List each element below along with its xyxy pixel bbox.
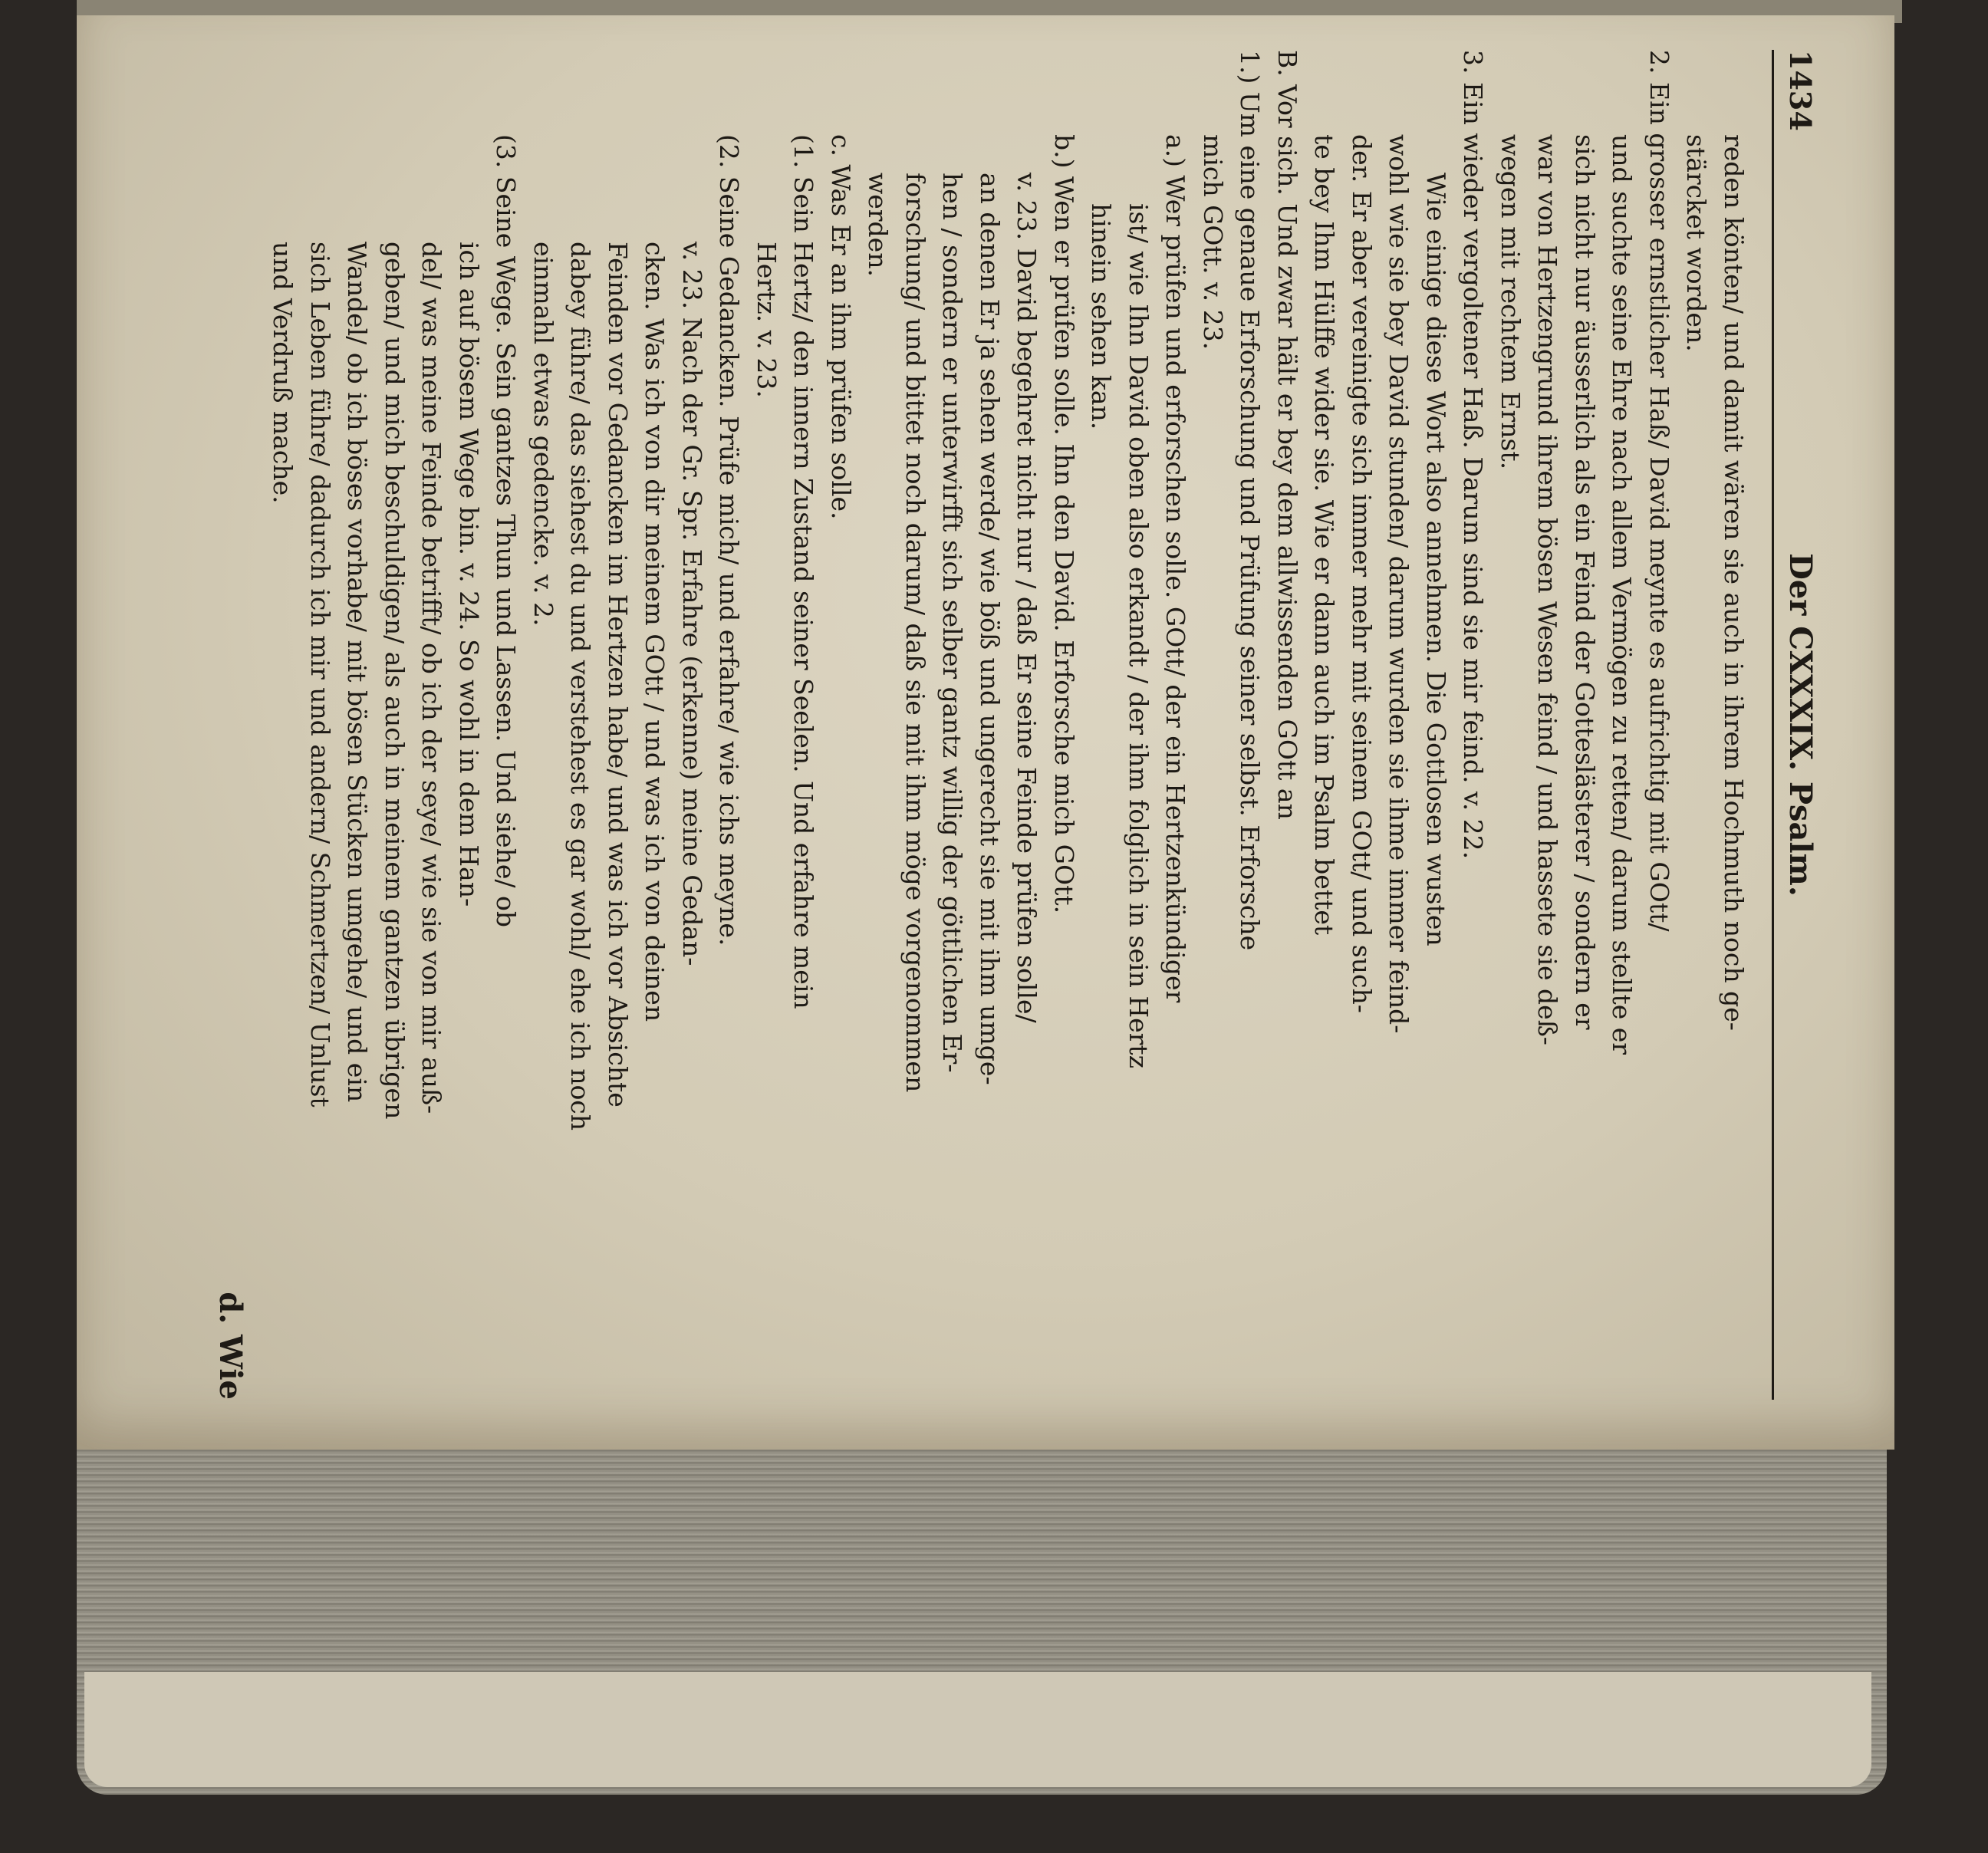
text-line: stärcket worden. bbox=[1681, 134, 1712, 352]
text-line: wegen mit rechtem Ernst. bbox=[1496, 134, 1526, 470]
text-line: sich Leben führe/ dadurch ich mir und andern/ Schmertzen/ Unlust bbox=[305, 242, 335, 1108]
text-line: B. Vor sich. Und zwar hält er bey dem allwissenden GOtt an bbox=[1272, 50, 1302, 820]
text-line: Wandel/ ob ich böses vorhabe/ mit bösen Stücken umgehe/ und ein bbox=[342, 242, 373, 1103]
text-line: war von Hertzengrund ihrem bösen Wesen feind / und hassete sie deß- bbox=[1532, 134, 1563, 1045]
text-line: werden. bbox=[863, 173, 894, 277]
text-line: forschung/ und bittet noch darum/ daß sie mit ihm möge vorgenommen bbox=[900, 173, 930, 1093]
text-line: an denen Er ja sehen werde/ wie böß und ungerecht sie mit ihm umge- bbox=[975, 173, 1005, 1085]
text-line: reden könten/ und damit wären sie auch in ihrem Hochmuth noch ge- bbox=[1719, 134, 1749, 1031]
text-line: te bey Ihm Hülffe wider sie. Wie er dann auch im Psalm bettet bbox=[1309, 134, 1340, 936]
text-line: 3. Ein wieder vergoltener Haß. Darum sind sie mir feind. v. 22. bbox=[1458, 50, 1489, 860]
text-line: dabey führe/ das siehest du und verstehest es gar wohl/ ehe ich noch bbox=[565, 242, 596, 1131]
text-line: sich nicht nur äusserlich als ein Feind der Gotteslästerer / sondern er bbox=[1570, 134, 1600, 1030]
book-cover-edge bbox=[84, 1672, 1871, 1787]
text-line: mich GOtt. v. 23. bbox=[1198, 134, 1228, 351]
page-header bbox=[1772, 50, 1822, 1400]
text-line: v. 23. Nach der Gr. Spr. Erfahre (erkenne) meine Gedan- bbox=[677, 242, 707, 966]
text-line: (1. Sein Hertz/ den innern Zustand seiner Seelen. Und erfahre mein bbox=[788, 134, 819, 1009]
text-line: wohl wie sie bey David stunden/ darum wurden sie ihme immer feind- bbox=[1384, 134, 1414, 1034]
text-line: und suchte seine Ehre nach allem Vermögen zu retten/ darum stellte er bbox=[1607, 134, 1637, 1055]
catchword: d. Wie bbox=[212, 1292, 248, 1400]
text-line: a.) Wer prüfen und erforschen solle. GOtt/ der ein Hertzenkündiger bbox=[1160, 134, 1191, 1003]
text-line: einmahl etwas gedencke. v. 2. bbox=[528, 242, 558, 627]
text-line: 1.) Um eine genaue Erforschung und Prüfung seiner selbst. Erforsche bbox=[1235, 50, 1266, 951]
text-line: (3. Seine Wege. Sein gantzes Thun und Lassen. Und siehe/ ob bbox=[491, 134, 522, 927]
text-line: c. Was Er an ihm prüfen solle. bbox=[826, 134, 856, 520]
text-line: und Verdruß mache. bbox=[268, 242, 298, 504]
text-line: (2. Seine Gedancken. Prüfe mich/ und erfahre/ wie ichs meyne. bbox=[714, 134, 745, 946]
text-line: Wie einige diese Wort also annehmen. Die Gottlosen wusten bbox=[1421, 173, 1451, 946]
page-text-block bbox=[150, 50, 1822, 1400]
text-line: v. 23. David begehret nicht nur / daß Er seine Feinde prüfen solle/ bbox=[1012, 173, 1042, 1023]
text-line: Hertz. v. 23. bbox=[752, 242, 782, 398]
text-line: der. Er aber vereinigte sich immer mehr mit seinem GOtt/ und such- bbox=[1347, 134, 1377, 1013]
text-line: geben/ und mich beschuldigen/ als auch in meinem gantzen übrigen bbox=[380, 242, 410, 1120]
running-head: Der CXXXIX. Psalm. bbox=[1782, 553, 1818, 897]
text-line: hinein sehen kan. bbox=[1086, 203, 1117, 430]
text-line: Feinden vor Gedancken im Hertzen habe/ und was ich vor Absichte bbox=[603, 242, 633, 1108]
text-line: hen / sondern er unterwirfft sich selber gantz willig der göttlichen Er- bbox=[937, 173, 968, 1073]
text-line: del/ was meine Feinde betrifft/ ob ich der seye/ wie sie von mir auß- bbox=[416, 242, 447, 1114]
text-line: ist/ wie Ihn David oben also erkandt / der ihm folglich in sein Hertz bbox=[1124, 203, 1154, 1069]
page-number: 1434 bbox=[1783, 50, 1818, 131]
text-line: cken. Was ich von dir meinem GOtt / und was ich von deinen bbox=[640, 242, 670, 1022]
text-line: 2. Ein grosser ernstlicher Haß/ David meynte es aufrichtig mit GOtt/ bbox=[1644, 50, 1674, 932]
text-line: ich auf bösem Wege bin. v. 24. So wohl in dem Han- bbox=[454, 242, 484, 907]
text-line: b.) Wen er prüfen solle. Ihn den David. Erforsche mich GOtt. bbox=[1049, 134, 1079, 914]
